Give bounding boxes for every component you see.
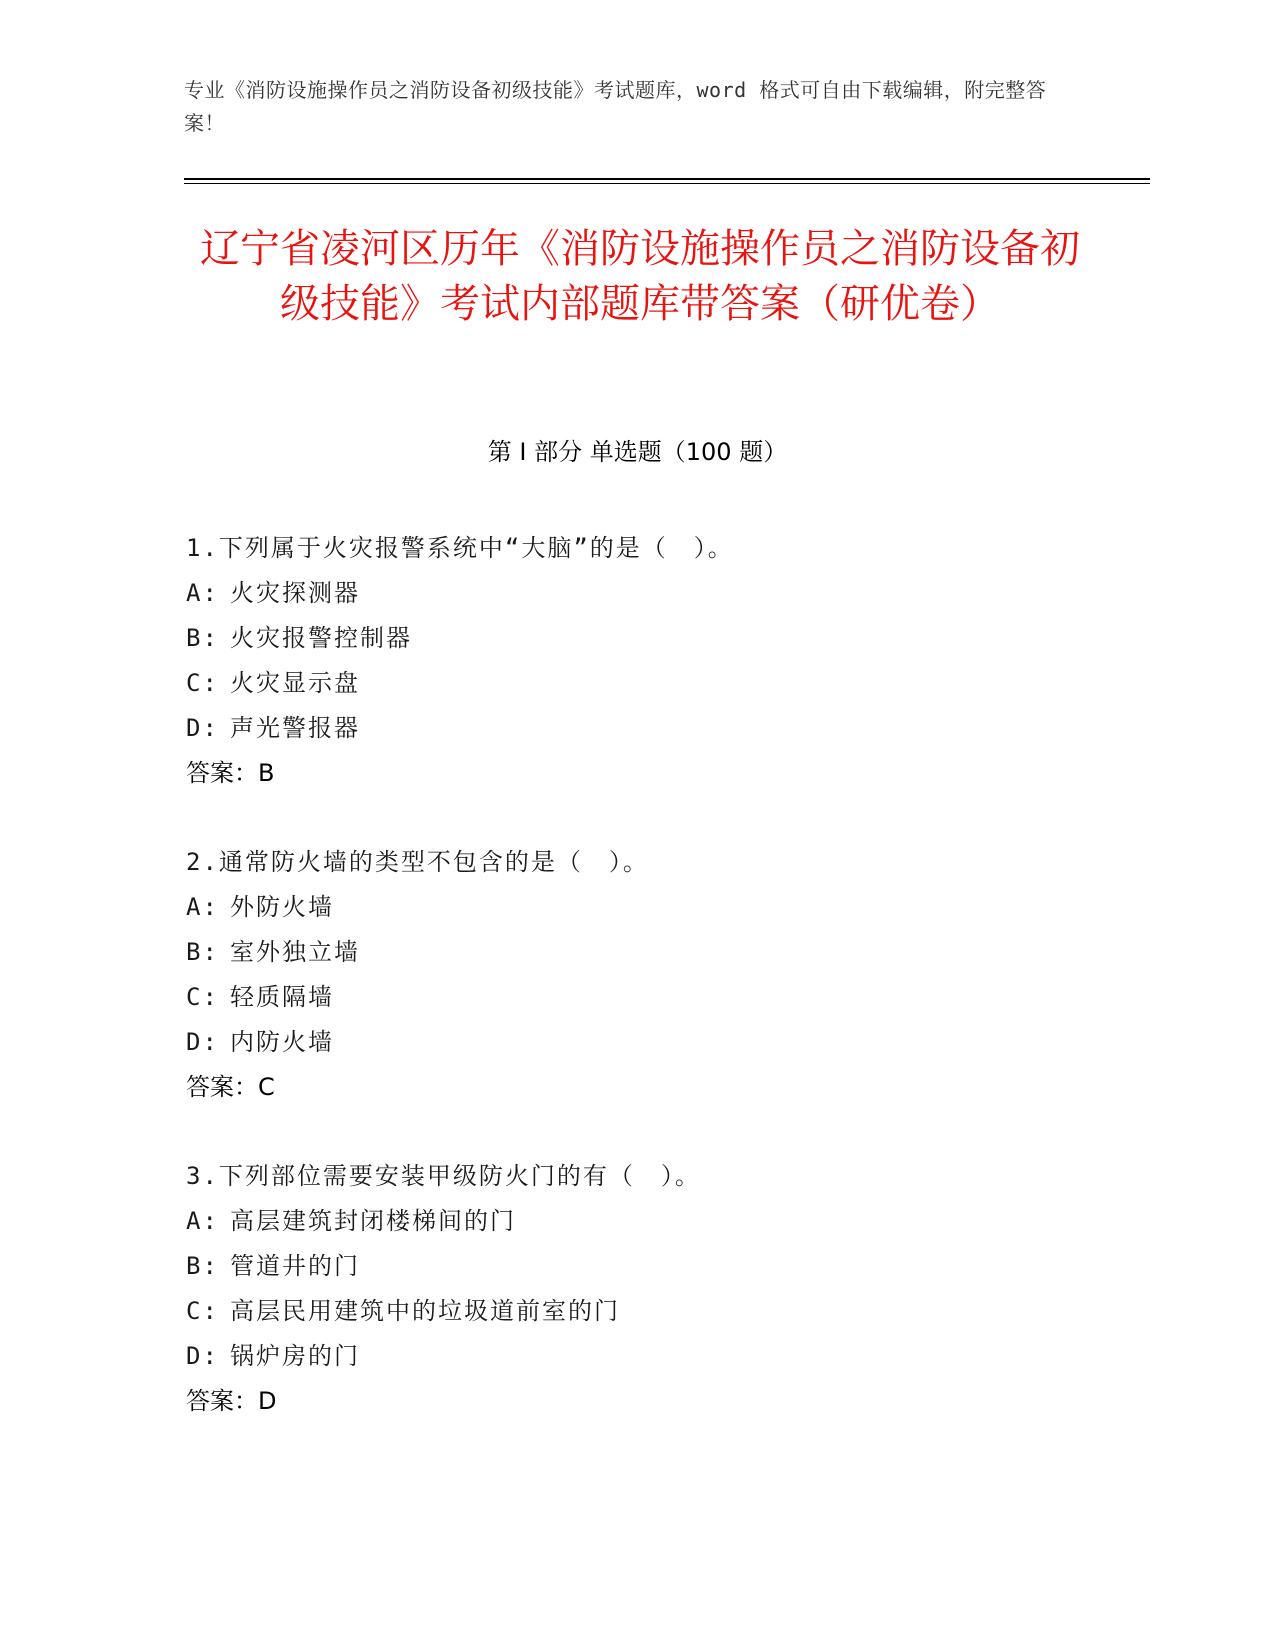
option-d (186, 1020, 1146, 1065)
option-text: 声光警报器 (230, 714, 360, 742)
option-a (186, 571, 1146, 616)
option-text: 内防火墙 (230, 1028, 334, 1056)
option-key: B: (186, 624, 219, 652)
question-stem: 1.下列属于火灾报警系统中“大脑”的是（ ）。 (186, 534, 734, 562)
document-title: 辽宁省凌河区历年《消防设施操作员之消防设备初级技能》考试内部题库带答案（研优卷） (200, 226, 1080, 327)
header-divider-thick (184, 178, 1150, 180)
option-b (186, 930, 1146, 975)
option-text: 火灾报警控制器 (230, 624, 412, 652)
option-text: 高层建筑封闭楼梯间的门 (230, 1207, 516, 1235)
option-key: C: (186, 1297, 219, 1325)
option-text: 外防火墙 (230, 893, 334, 921)
question-2 (186, 840, 1146, 1110)
option-key: A: (186, 579, 219, 607)
option-key: D: (186, 1342, 219, 1370)
option-text: 火灾显示盘 (230, 669, 360, 697)
option-text: 室外独立墙 (230, 938, 360, 966)
option-b (186, 616, 1146, 661)
question-1 (186, 526, 1146, 796)
answer: 答案：D (186, 1387, 277, 1415)
option-key: C: (186, 983, 219, 1011)
option-c (186, 661, 1146, 706)
option-a (186, 1199, 1146, 1244)
option-text: 火灾探测器 (230, 579, 360, 607)
option-c (186, 975, 1146, 1020)
option-key: A: (186, 893, 219, 921)
option-c (186, 1289, 1146, 1334)
option-key: C: (186, 669, 219, 697)
question-list (186, 526, 1146, 1468)
answer: 答案：B (186, 759, 275, 787)
option-key: A: (186, 1207, 219, 1235)
question-3 (186, 1154, 1146, 1424)
option-text: 管道井的门 (230, 1252, 360, 1280)
header-note: 专业《消防设施操作员之消防设备初级技能》考试题库，word 格式可自由下载编辑，附完整答案！ (184, 78, 1047, 135)
option-a (186, 885, 1146, 930)
option-b (186, 1244, 1146, 1289)
option-key: B: (186, 1252, 219, 1280)
option-key: D: (186, 1028, 219, 1056)
option-d (186, 1334, 1146, 1379)
option-text: 锅炉房的门 (230, 1342, 360, 1370)
option-d (186, 706, 1146, 751)
option-text: 轻质隔墙 (230, 983, 334, 1011)
option-key: B: (186, 938, 219, 966)
section-title: 第 I 部分 单选题（100 题） (487, 438, 788, 466)
option-text: 高层民用建筑中的垃圾道前室的门 (230, 1297, 620, 1325)
option-key: D: (186, 714, 219, 742)
question-stem: 3.下列部位需要安装甲级防火门的有（ ）。 (186, 1162, 701, 1190)
header-divider-thin (184, 183, 1150, 184)
answer: 答案：C (186, 1073, 275, 1101)
question-stem: 2.通常防火墙的类型不包含的是（ ）。 (186, 848, 649, 876)
